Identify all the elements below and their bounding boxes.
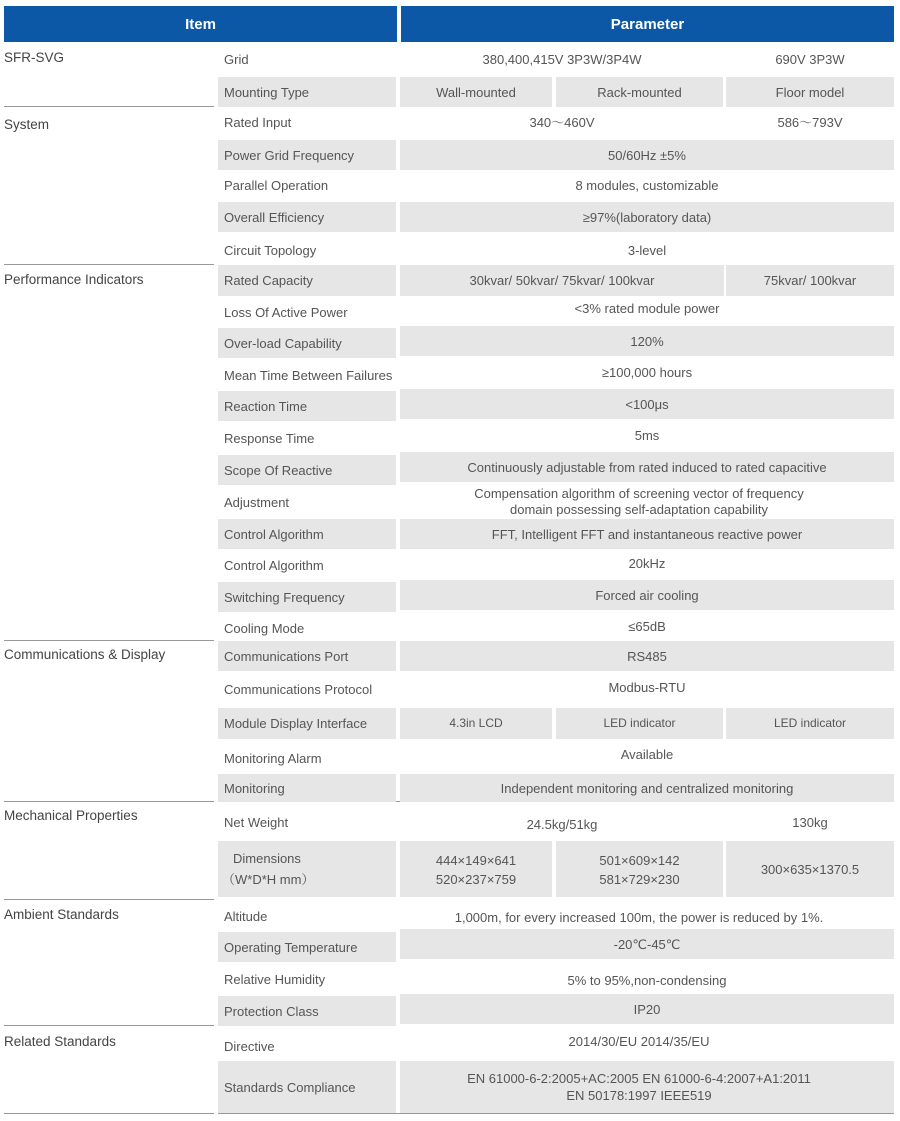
- value-dim-b1: 501×609×142: [599, 852, 680, 868]
- label-altitude: Altitude: [224, 908, 268, 924]
- value-input-a: 340～460V: [529, 114, 595, 130]
- label-rated-input: Rated Input: [224, 114, 292, 130]
- value-standards-line2: EN 50178:1997 IEEE519: [566, 1088, 712, 1103]
- value-topology: 3-level: [627, 242, 667, 258]
- value-monitoring: Independent monitoring and centralized monitoring: [400, 774, 894, 802]
- value-mount-c: Floor model: [726, 77, 894, 107]
- category-divider: [4, 1113, 214, 1114]
- value-altitude: 1,000m, for every increased 100m, the power is reduced by 1%.: [454, 909, 824, 925]
- standards-compliance-cell: [400, 1061, 894, 1113]
- category-mechanical: Mechanical Properties: [4, 808, 138, 823]
- label-control-algorithm-2: Control Algorithm: [224, 557, 324, 573]
- value-display-c: LED indicator: [726, 708, 894, 739]
- category-related-standards: Related Standards: [4, 1034, 116, 1049]
- label-module-display-interface: Module Display Interface: [218, 708, 396, 739]
- label-switching-frequency: Switching Frequency: [218, 582, 396, 612]
- dimensions-a-cell: [400, 841, 552, 897]
- label-power-grid-frequency: Power Grid Frequency: [218, 140, 396, 170]
- value-switching: Forced air cooling: [400, 580, 894, 610]
- value-dim-b2: 581×729×230: [599, 871, 680, 887]
- value-algorithm: FFT, Intelligent FFT and instantaneous reactive power: [400, 519, 894, 549]
- value-freq: 50/60Hz ±5%: [400, 140, 894, 170]
- value-weight-b: 130kg: [792, 814, 828, 830]
- label-standards-compliance: Standards Compliance: [218, 1061, 396, 1113]
- category-divider: [4, 264, 214, 265]
- label-adjustment: Adjustment: [224, 494, 290, 510]
- value-loss: <3% rated module power: [574, 300, 720, 316]
- value-humidity: 5% to 95%,non-condensing: [567, 972, 727, 988]
- label-overload-capability: Over-load Capability: [218, 328, 396, 358]
- category-ambient: Ambient Standards: [4, 907, 119, 922]
- value-reaction: <100μs: [400, 389, 894, 419]
- value-adjust-line2: domain possessing self-adaptation capability: [510, 501, 768, 517]
- header-item: Item: [4, 6, 397, 42]
- value-grid-a: 380,400,415V 3P3W/3P4W: [482, 51, 642, 67]
- category-divider: [4, 801, 214, 802]
- value-protection: IP20: [400, 994, 894, 1024]
- category-sfr-svg: SFR-SVG: [4, 50, 65, 65]
- label-monitoring-alarm: Monitoring Alarm: [224, 750, 322, 766]
- label-operating-temperature: Operating Temperature: [218, 932, 396, 962]
- value-temperature: -20℃-45℃: [400, 929, 894, 959]
- value-response: 5ms: [634, 427, 660, 443]
- label-control-algorithm-1: Control Algorithm: [218, 519, 396, 549]
- value-display-b: LED indicator: [556, 708, 723, 739]
- value-mtbf: ≥100,000 hours: [601, 364, 693, 380]
- category-system: System: [4, 117, 50, 132]
- value-dim-a2: 520×237×759: [435, 871, 517, 887]
- value-grid-b: 690V 3P3W: [775, 51, 845, 67]
- category-divider: [4, 1025, 214, 1026]
- label-dimensions: Dimensions: [233, 851, 301, 866]
- label-monitoring: Monitoring: [218, 774, 396, 802]
- label-grid: Grid: [224, 51, 249, 67]
- label-net-weight: Net Weight: [224, 814, 289, 830]
- value-efficiency: ≥97%(laboratory data): [400, 202, 894, 232]
- label-response-time: Response Time: [224, 430, 315, 446]
- label-scope-of-reactive: Scope Of Reactive: [218, 455, 396, 485]
- label-relative-humidity: Relative Humidity: [224, 971, 326, 987]
- value-capacity-a: 30kvar/ 50kvar/ 75kvar/ 100kvar: [400, 265, 724, 296]
- value-alarm: Available: [620, 746, 674, 762]
- label-communications-port: Communications Port: [218, 641, 396, 671]
- label-rated-capacity: Rated Capacity: [218, 265, 396, 296]
- category-communications: Communications & Display: [4, 647, 166, 662]
- header-parameter: Parameter: [401, 6, 894, 42]
- label-parallel-operation: Parallel Operation: [224, 177, 329, 193]
- value-parallel: 8 modules, customizable: [575, 177, 719, 193]
- value-port: RS485: [400, 641, 894, 671]
- label-reaction-time: Reaction Time: [218, 391, 396, 421]
- value-input-b: 586～793V: [777, 114, 843, 130]
- category-divider: [4, 640, 214, 641]
- value-display-a: 4.3in LCD: [400, 708, 552, 739]
- label-mtbf: Mean Time Between Failures: [224, 367, 393, 383]
- label-protection-class: Protection Class: [218, 996, 396, 1026]
- category-performance: Performance Indicators: [4, 272, 144, 287]
- value-dim-c: 300×635×1370.5: [726, 841, 894, 897]
- value-mount-a: Wall-mounted: [400, 77, 552, 107]
- value-adjust-line1: Compensation algorithm of screening vector of frequency: [474, 485, 804, 501]
- label-cooling-mode: Cooling Mode: [224, 620, 305, 636]
- value-standards-line1: EN 61000-6-2:2005+AC:2005 EN 61000-6-4:2007+A1:2011: [467, 1071, 811, 1086]
- dimensions-b-cell: [556, 841, 723, 897]
- value-cooling: ≤65dB: [628, 618, 666, 634]
- value-scope: Continuously adjustable from rated induced to rated capacitive: [400, 452, 894, 482]
- value-capacity-b: 75kvar/ 100kvar: [726, 265, 894, 296]
- row-divider: [218, 1113, 894, 1114]
- label-overall-efficiency: Overall Efficiency: [218, 202, 396, 232]
- value-protocol: Modbus-RTU: [608, 679, 686, 695]
- label-directive: Directive: [224, 1038, 275, 1054]
- value-algorithm-2: 20kHz: [628, 555, 666, 571]
- label-dimensions-unit: （W*D*H mm）: [222, 872, 315, 887]
- category-divider: [4, 106, 214, 107]
- value-overload: 120%: [400, 326, 894, 356]
- dimensions-label-cell: [218, 841, 396, 897]
- value-directive: 2014/30/EU 2014/35/EU: [568, 1033, 710, 1049]
- label-communications-protocol: Communications Protocol: [224, 681, 373, 697]
- value-dim-a1: 444×149×641: [435, 852, 517, 868]
- value-weight-a: 24.5kg/51kg: [526, 816, 598, 832]
- label-mounting-type: Mounting Type: [218, 77, 396, 107]
- value-mount-b: Rack-mounted: [556, 77, 723, 107]
- category-divider: [4, 899, 214, 900]
- label-loss-of-active-power: Loss Of Active Power: [224, 304, 348, 320]
- label-circuit-topology: Circuit Topology: [224, 242, 317, 258]
